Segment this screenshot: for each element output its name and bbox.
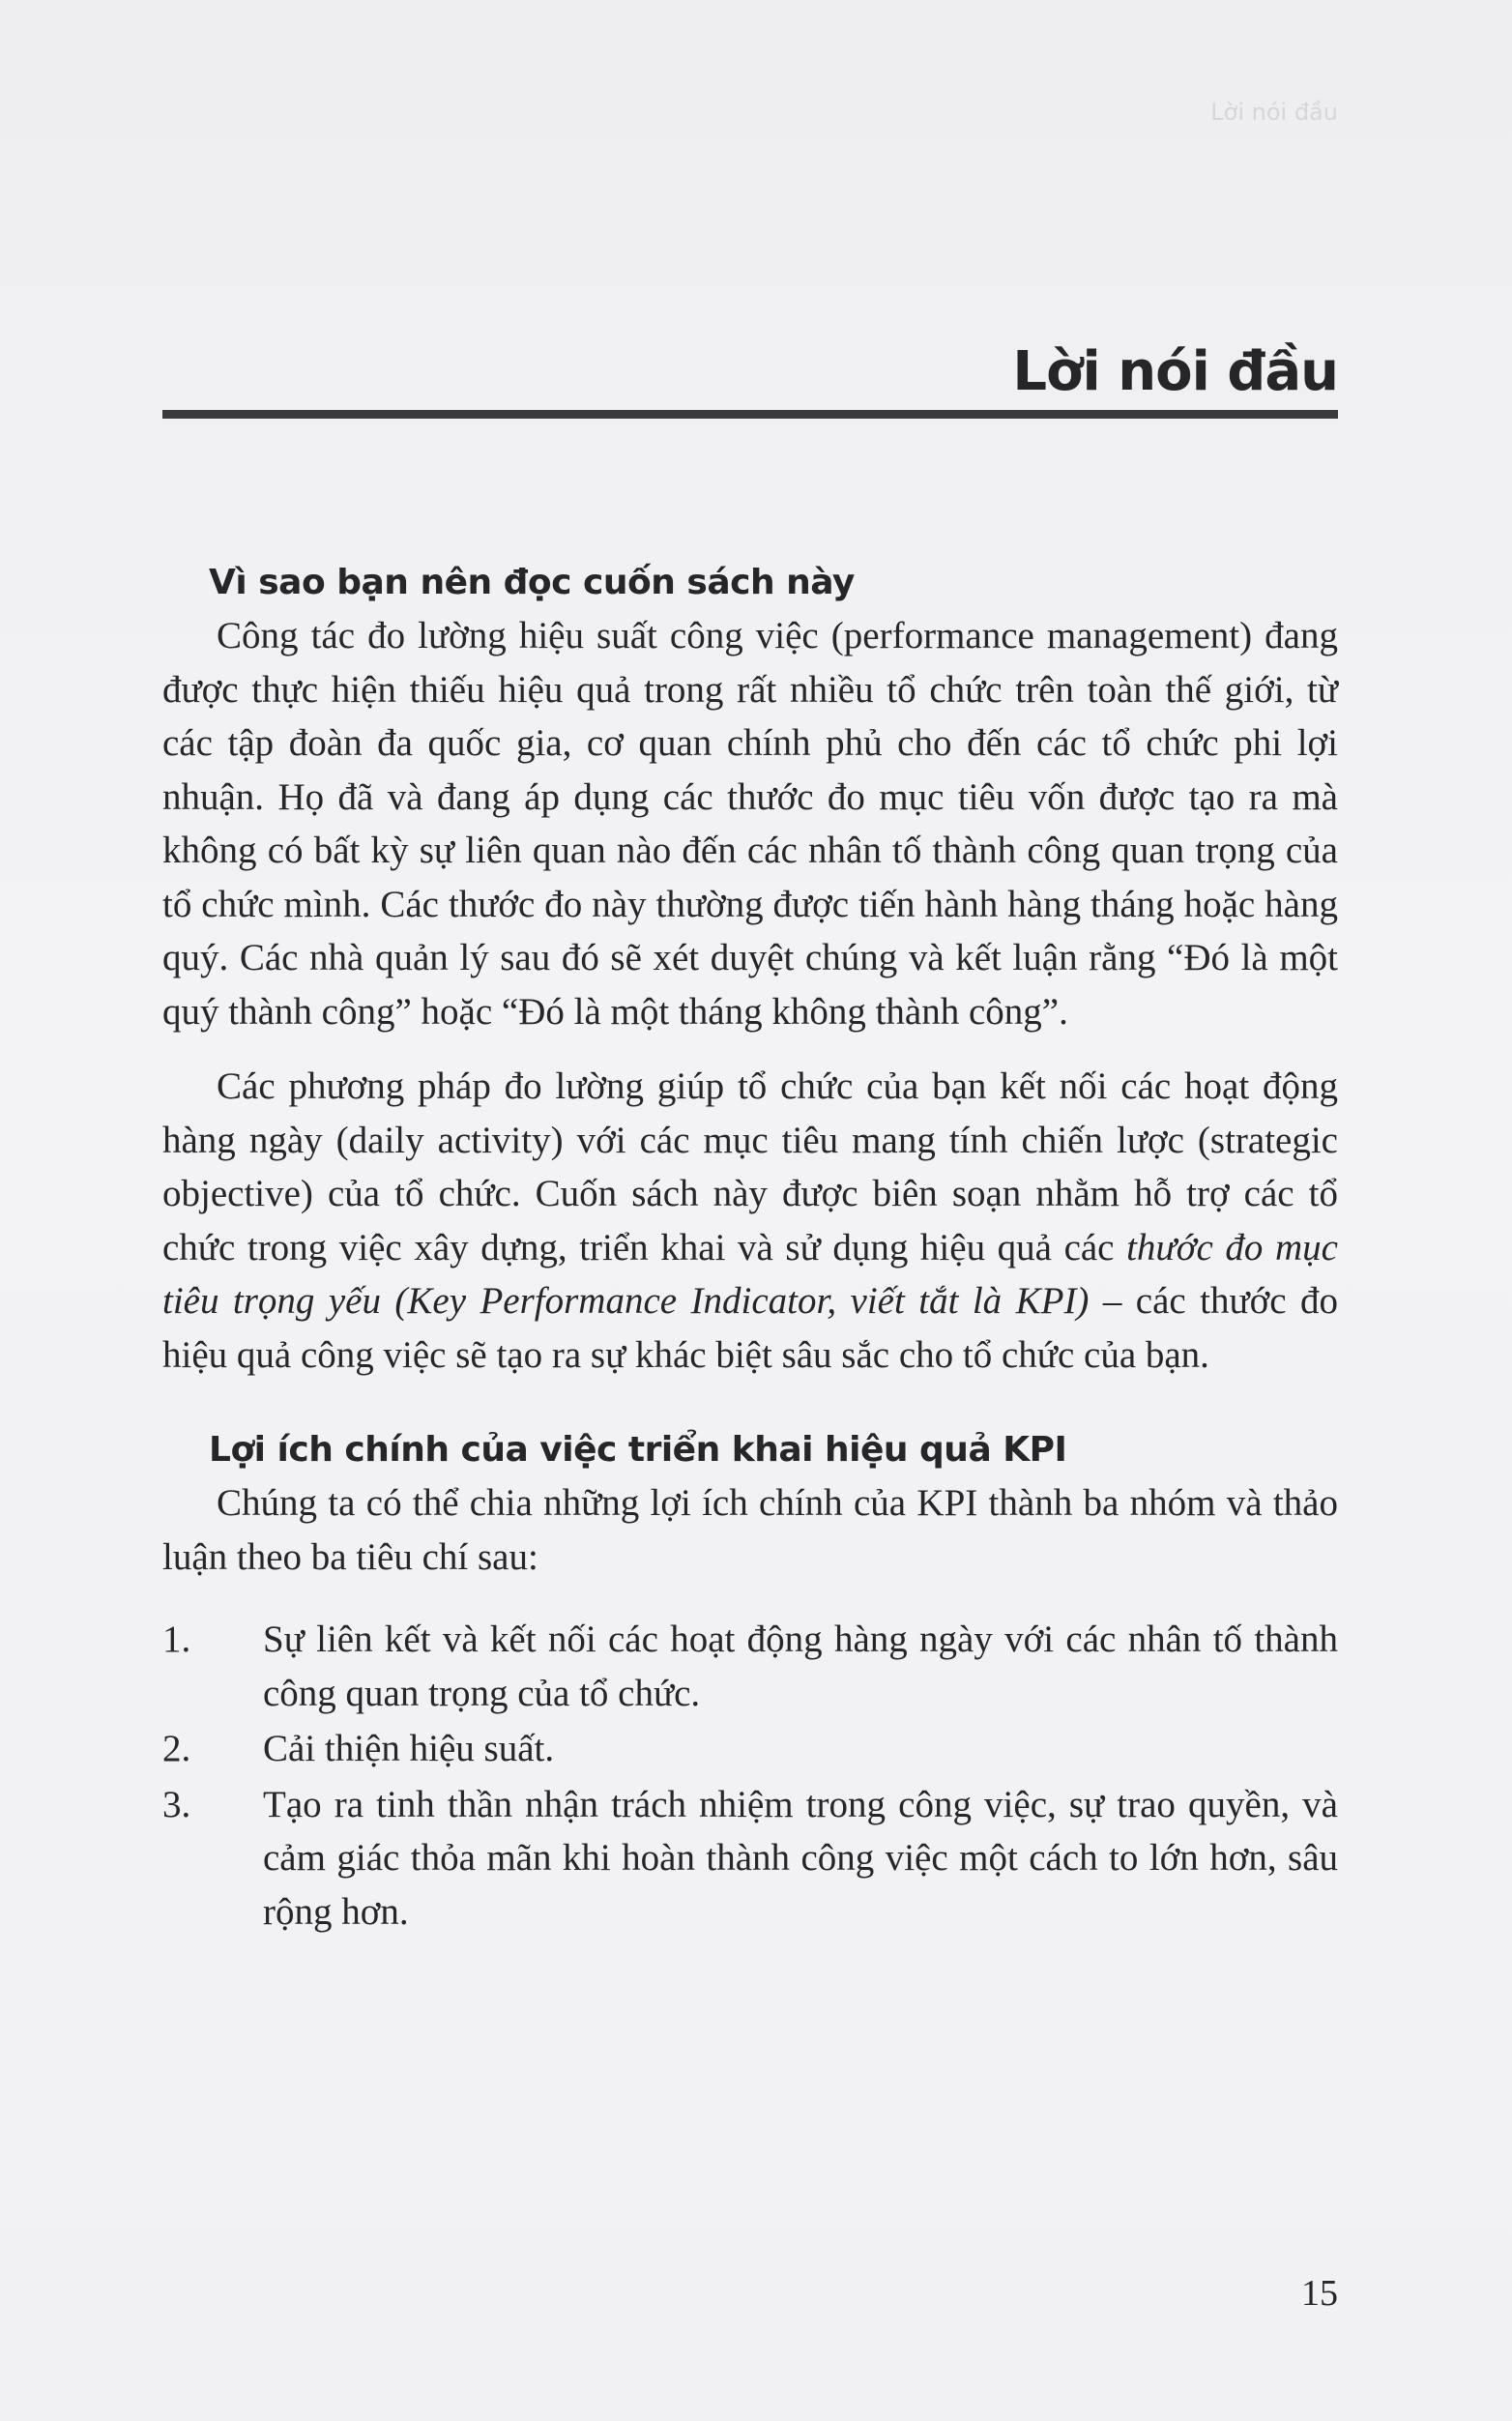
running-header: Lời nói đầu bbox=[1210, 99, 1338, 126]
list-text: Tạo ra tinh thần nhận trách nhiệm trong công việc, sự trao quyền, và cảm giác thỏa mãn khi hoàn thành công việc một cách to lớn hơn, sâu rộng hơn. bbox=[263, 1783, 1338, 1933]
title-rule bbox=[162, 410, 1338, 419]
paragraph: Chúng ta có thể chia những lợi ích chính của KPI thành ba nhóm và thảo luận theo ba tiêu chí sau: bbox=[162, 1482, 1338, 1578]
section-heading: Lợi ích chính của việc triển khai hiệu quả KPI bbox=[209, 1430, 1067, 1470]
page-number: 15 bbox=[1301, 2273, 1338, 2314]
list-number: 3. bbox=[162, 1783, 191, 1825]
list-number: 2. bbox=[162, 1728, 191, 1769]
list-text: Sự liên kết và kết nối các hoạt động hàng ngày với các nhân tố thành công quan trọng của tổ chức. bbox=[263, 1619, 1338, 1714]
paragraph bbox=[162, 1060, 1338, 1382]
section-heading: Vì sao bạn nên đọc cuốn sách này bbox=[209, 563, 855, 602]
emphasis-text: thước đo mục tiêu trọng yếu (Key Performance Indicator, viết tắt là KPI) bbox=[162, 1226, 1338, 1322]
benefits-list bbox=[162, 1613, 1338, 1939]
list-number: 1. bbox=[162, 1619, 191, 1660]
chapter-title: Lời nói đầu bbox=[1012, 340, 1338, 403]
paragraph-text: – các thước đo hiệu quả công việc sẽ tạo ra sự khác biệt sâu sắc cho tổ chức của bạn. bbox=[162, 1280, 1338, 1376]
paragraph: Công tác đo lường hiệu suất công việc (performance management) đang được thực hiện thiếu hiệu quả trong rất nhiều tổ chức trên toàn thế giới, từ các tập đoàn đa quốc gia, cơ quan chính phủ cho đến các tổ chức phi lợi nhuận. Họ đã và đang áp dụng các thước đo mục tiêu vốn được tạo ra mà không có bất kỳ sự liên quan nào đến các nhân tố thành công quan trọng của tổ chức mình. Các thước đo này thường được tiến hành hàng tháng hoặc hàng quý. Các nhà quản lý sau đó sẽ xét duyệt chúng và kết luận rằng “Đó là một quý thành công” hoặc “Đó là một tháng không thành công”. bbox=[162, 615, 1338, 1033]
paragraph-text: Các phương pháp đo lường giúp tổ chức của bạn kết nối các hoạt động hàng ngày (daily activity) với các mục tiêu mang tính chiến lược (strategic objective) của tổ chức. Cuốn sách này được biên soạn nhằm hỗ trợ các tổ chức trong việc xây dựng, triển khai và sử dụng hiệu quả các bbox=[162, 1065, 1338, 1269]
list-text: Cải thiện hiệu suất. bbox=[263, 1728, 555, 1769]
page-body bbox=[162, 559, 1338, 1940]
list-item bbox=[162, 1613, 1338, 1720]
list-item bbox=[162, 1778, 1338, 1940]
list-item bbox=[162, 1722, 1338, 1776]
